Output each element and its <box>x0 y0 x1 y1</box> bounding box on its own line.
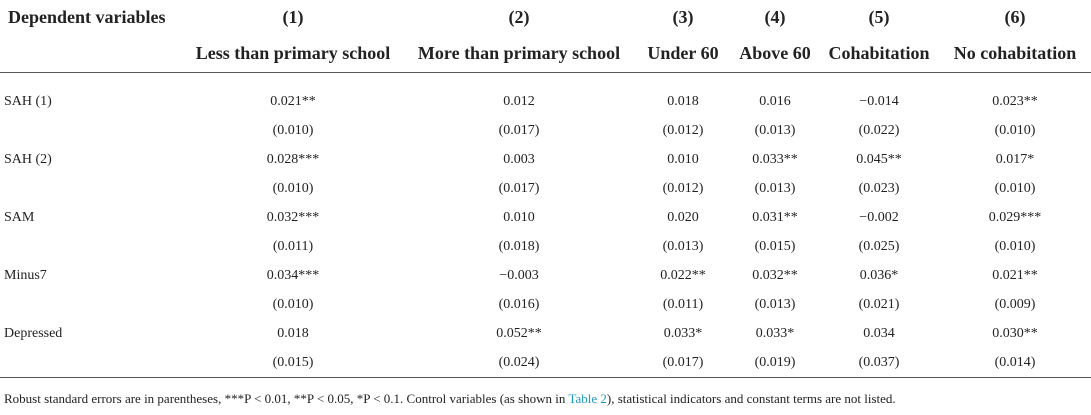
se-cell: (0.015) <box>183 348 403 378</box>
coef-cell: 0.021** <box>270 93 316 109</box>
se-cell: (0.013) <box>662 238 704 254</box>
header-row-groups <box>0 35 1091 73</box>
se-cell: (0.017) <box>498 180 540 196</box>
coef-cell: 0.010 <box>503 209 535 225</box>
se-cell: (0.024) <box>403 348 635 378</box>
coef-cell: 0.020 <box>667 209 699 225</box>
coef-cell: 0.052** <box>496 325 542 341</box>
header-row-numbers <box>0 0 1091 35</box>
se-cell: (0.019) <box>731 348 819 378</box>
row-label-empty <box>0 232 183 261</box>
table-row-se <box>0 174 1091 203</box>
coef-cell: 0.032*** <box>266 209 320 225</box>
coef-cell: −0.003 <box>499 267 539 283</box>
table-row-se <box>0 290 1091 319</box>
se-cell: (0.014) <box>939 348 1091 378</box>
table-footnote <box>4 391 896 407</box>
coef-cell: 0.021** <box>992 267 1038 283</box>
se-cell: (0.017) <box>498 122 540 138</box>
header-col-3-label: Under 60 <box>635 35 731 73</box>
header-col-3-number: (3) <box>672 7 694 27</box>
se-cell: (0.023) <box>858 180 900 196</box>
header-col-5-number: (5) <box>868 7 890 27</box>
se-cell: (0.012) <box>662 180 704 196</box>
table-row-coef <box>0 145 1091 174</box>
header-col-4-number: (4) <box>764 7 786 27</box>
footnote-text-before: Robust standard errors are in parentheses, ***P < 0.01, **P < 0.05, *P < 0.1. Control variables (as shown in <box>4 391 569 406</box>
coef-cell: 0.033* <box>663 325 703 341</box>
coef-cell: 0.023** <box>992 93 1038 109</box>
header-col-5-label: Cohabitation <box>819 35 939 73</box>
coef-cell: 0.031** <box>752 209 798 225</box>
coef-cell: 0.016 <box>759 93 791 109</box>
coef-cell: 0.045** <box>856 151 902 167</box>
se-cell: (0.010) <box>272 122 314 138</box>
coef-cell: −0.002 <box>859 209 899 225</box>
se-cell: (0.016) <box>498 296 540 312</box>
table-row-coef <box>0 87 1091 116</box>
table-row-coef <box>0 319 1091 348</box>
coef-cell: 0.018 <box>277 325 309 341</box>
coef-cell: 0.010 <box>667 151 699 167</box>
table-row-se <box>0 116 1091 145</box>
header-col-6-number: (6) <box>1004 7 1026 27</box>
row-label: SAH (1) <box>4 93 52 109</box>
header-empty-cell <box>0 35 183 73</box>
se-cell: (0.012) <box>662 122 704 138</box>
table-row-coef <box>0 203 1091 232</box>
se-cell: (0.015) <box>754 238 796 254</box>
header-dependent-variables: Dependent variables <box>8 7 166 27</box>
coef-cell: 0.012 <box>503 93 535 109</box>
se-cell: (0.010) <box>994 180 1036 196</box>
coef-cell: 0.018 <box>667 93 699 109</box>
header-col-2-number: (2) <box>508 7 530 27</box>
coef-cell: 0.032** <box>752 267 798 283</box>
header-col-1-label: Less than primary school <box>183 35 403 73</box>
se-cell: (0.013) <box>754 180 796 196</box>
coef-cell: 0.033** <box>752 151 798 167</box>
header-col-4-label: Above 60 <box>731 35 819 73</box>
row-label-empty <box>0 116 183 145</box>
table-row-coef <box>0 261 1091 290</box>
coef-cell: −0.014 <box>859 93 899 109</box>
row-label-empty <box>0 174 183 203</box>
se-cell: (0.010) <box>994 238 1036 254</box>
header-col-6-label: No cohabitation <box>939 35 1091 73</box>
coef-cell: 0.034 <box>863 325 895 341</box>
se-cell: (0.021) <box>858 296 900 312</box>
header-col-2-label: More than primary school <box>403 35 635 73</box>
footnote-table-link[interactable]: Table 2 <box>568 391 607 406</box>
row-label: SAH (2) <box>4 151 52 167</box>
se-cell: (0.011) <box>662 296 704 312</box>
coef-cell: 0.036* <box>859 267 899 283</box>
se-cell: (0.022) <box>858 122 900 138</box>
coef-cell: 0.029*** <box>988 209 1042 225</box>
coef-cell: 0.028*** <box>266 151 320 167</box>
se-cell: (0.013) <box>754 296 796 312</box>
se-cell: (0.037) <box>819 348 939 378</box>
coef-cell: 0.003 <box>503 151 535 167</box>
se-cell: (0.017) <box>635 348 731 378</box>
row-label: SAM <box>4 209 35 225</box>
coef-cell: 0.033* <box>755 325 795 341</box>
row-label-empty <box>0 290 183 319</box>
se-cell: (0.025) <box>858 238 900 254</box>
coef-cell: 0.022** <box>660 267 706 283</box>
se-cell: (0.010) <box>994 122 1036 138</box>
se-cell: (0.009) <box>994 296 1036 312</box>
table-row-se <box>0 232 1091 261</box>
row-label-empty <box>0 348 183 378</box>
header-col-1-number: (1) <box>282 7 304 27</box>
se-cell: (0.010) <box>272 180 314 196</box>
row-label: Depressed <box>4 325 63 341</box>
table-row-se <box>0 348 1091 378</box>
row-label: Minus7 <box>4 267 47 283</box>
coef-cell: 0.017* <box>995 151 1035 167</box>
se-cell: (0.018) <box>498 238 540 254</box>
coef-cell: 0.034*** <box>266 267 320 283</box>
se-cell: (0.010) <box>272 296 314 312</box>
se-cell: (0.013) <box>754 122 796 138</box>
footnote-text-after: ), statistical indicators and constant terms are not listed. <box>606 391 896 406</box>
table-body <box>0 87 1091 378</box>
se-cell: (0.011) <box>272 238 314 254</box>
coef-cell: 0.030** <box>992 325 1038 341</box>
